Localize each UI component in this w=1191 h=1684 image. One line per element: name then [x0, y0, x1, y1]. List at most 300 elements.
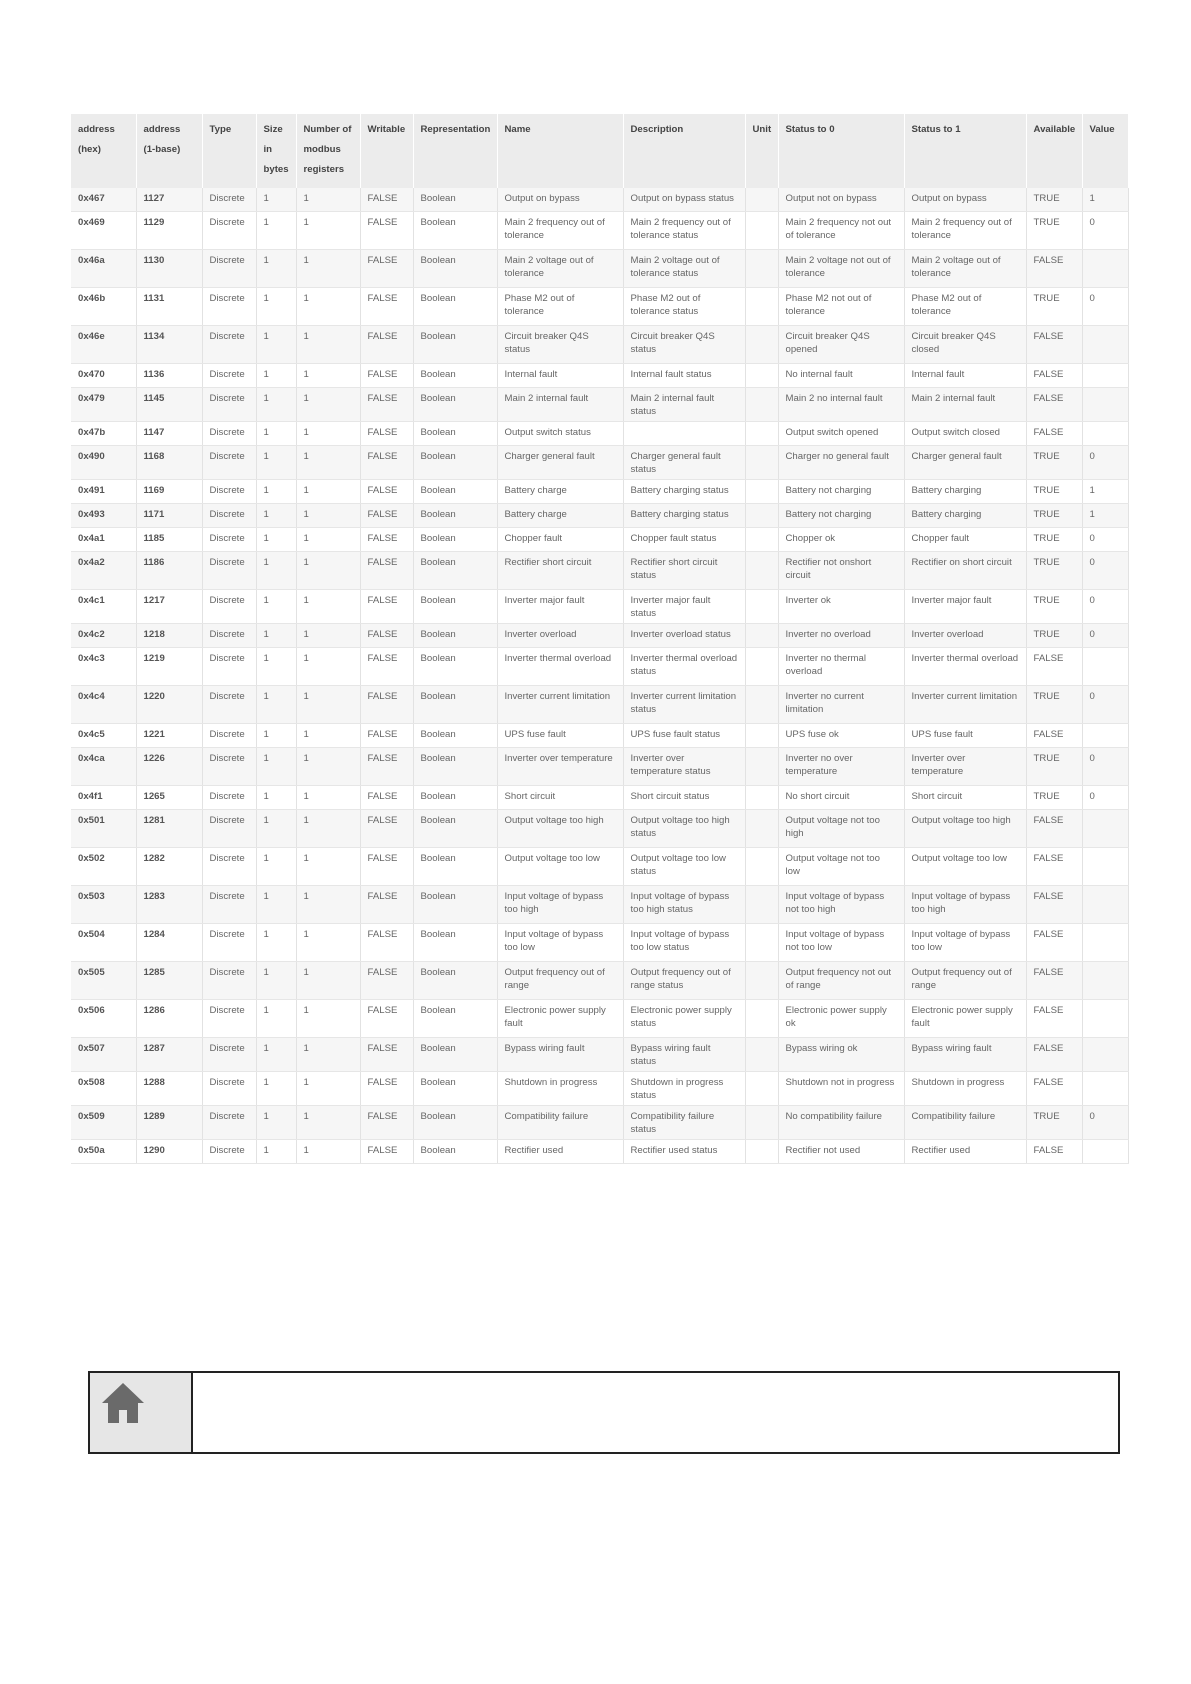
cell-representation: Boolean: [413, 504, 497, 528]
cell-available: TRUE: [1026, 480, 1082, 504]
cell-status-0: Output voltage not too low: [778, 848, 904, 886]
cell-type: Discrete: [202, 1000, 256, 1038]
cell-value: [1082, 810, 1128, 848]
cell-representation: Boolean: [413, 528, 497, 552]
cell-registers: 1: [296, 250, 360, 288]
cell-registers: 1: [296, 886, 360, 924]
cell-value: [1082, 1038, 1128, 1072]
cell-value: [1082, 724, 1128, 748]
cell-available: FALSE: [1026, 388, 1082, 422]
cell-registers: 1: [296, 624, 360, 648]
cell-representation: Boolean: [413, 924, 497, 962]
cell-size: 1: [256, 1038, 296, 1072]
cell-type: Discrete: [202, 364, 256, 388]
cell-unit: [745, 446, 778, 480]
cell-writable: FALSE: [360, 552, 413, 590]
cell-available: FALSE: [1026, 1000, 1082, 1038]
cell-writable: FALSE: [360, 212, 413, 250]
cell-writable: FALSE: [360, 748, 413, 786]
cell-status-0: UPS fuse ok: [778, 724, 904, 748]
cell-available: FALSE: [1026, 1140, 1082, 1164]
table-row: [71, 188, 1128, 212]
cell-address-1-base: 1285: [136, 962, 202, 1000]
table-row: [71, 480, 1128, 504]
cell-address-hex: 0x4f1: [71, 786, 136, 810]
cell-registers: 1: [296, 288, 360, 326]
cell-address-hex: 0x508: [71, 1072, 136, 1106]
cell-address-1-base: 1168: [136, 446, 202, 480]
cell-representation: Boolean: [413, 422, 497, 446]
cell-status-0: No short circuit: [778, 786, 904, 810]
cell-address-hex: 0x479: [71, 388, 136, 422]
table-row: [71, 528, 1128, 552]
cell-name: Rectifier short circuit: [497, 552, 623, 590]
cell-address-1-base: 1171: [136, 504, 202, 528]
cell-representation: Boolean: [413, 446, 497, 480]
cell-value: 0: [1082, 446, 1128, 480]
cell-representation: Boolean: [413, 686, 497, 724]
cell-address-hex: 0x467: [71, 188, 136, 212]
cell-address-hex: 0x506: [71, 1000, 136, 1038]
cell-value: [1082, 422, 1128, 446]
cell-name: Inverter major fault: [497, 590, 623, 624]
cell-type: Discrete: [202, 212, 256, 250]
cell-available: FALSE: [1026, 1038, 1082, 1072]
cell-unit: [745, 388, 778, 422]
cell-unit: [745, 364, 778, 388]
cell-writable: FALSE: [360, 1000, 413, 1038]
cell-registers: 1: [296, 422, 360, 446]
cell-status-0: Output frequency not out of range: [778, 962, 904, 1000]
cell-description: Circuit breaker Q4S status: [623, 326, 745, 364]
cell-type: Discrete: [202, 848, 256, 886]
col-header-available: Available: [1026, 114, 1082, 188]
cell-value: 1: [1082, 188, 1128, 212]
cell-writable: FALSE: [360, 326, 413, 364]
cell-address-1-base: 1265: [136, 786, 202, 810]
cell-description: Inverter overload status: [623, 624, 745, 648]
table-body: [71, 188, 1128, 1164]
cell-registers: 1: [296, 748, 360, 786]
col-header-size: Size in bytes: [256, 114, 296, 188]
cell-name: Compatibility failure: [497, 1106, 623, 1140]
cell-unit: [745, 528, 778, 552]
col-header-status-0: Status to 0: [778, 114, 904, 188]
table-row: [71, 848, 1128, 886]
table-row: [71, 1038, 1128, 1072]
cell-registers: 1: [296, 364, 360, 388]
cell-name: Battery charge: [497, 480, 623, 504]
cell-address-hex: 0x4a2: [71, 552, 136, 590]
table-row: [71, 590, 1128, 624]
cell-size: 1: [256, 848, 296, 886]
cell-address-hex: 0x509: [71, 1106, 136, 1140]
cell-name: Main 2 internal fault: [497, 388, 623, 422]
cell-writable: FALSE: [360, 1140, 413, 1164]
cell-available: FALSE: [1026, 422, 1082, 446]
cell-value: 0: [1082, 748, 1128, 786]
cell-address-hex: 0x501: [71, 810, 136, 848]
cell-status-1: Output on bypass: [904, 188, 1026, 212]
cell-status-1: Output switch closed: [904, 422, 1026, 446]
table-row: [71, 1106, 1128, 1140]
cell-size: 1: [256, 1106, 296, 1140]
table-row: [71, 446, 1128, 480]
footer-content-cell: [193, 1373, 1118, 1452]
cell-available: TRUE: [1026, 446, 1082, 480]
cell-status-1: Rectifier on short circuit: [904, 552, 1026, 590]
table-row: [71, 552, 1128, 590]
cell-unit: [745, 648, 778, 686]
cell-registers: 1: [296, 188, 360, 212]
table-row: [71, 724, 1128, 748]
cell-description: Inverter over temperature status: [623, 748, 745, 786]
cell-description: Inverter thermal overload status: [623, 648, 745, 686]
cell-status-0: Chopper ok: [778, 528, 904, 552]
col-header-unit: Unit: [745, 114, 778, 188]
cell-description: Output voltage too high status: [623, 810, 745, 848]
cell-registers: 1: [296, 1106, 360, 1140]
cell-status-0: Inverter no thermal overload: [778, 648, 904, 686]
cell-registers: 1: [296, 1000, 360, 1038]
cell-size: 1: [256, 1140, 296, 1164]
cell-description: Input voltage of bypass too high status: [623, 886, 745, 924]
table-row: [71, 748, 1128, 786]
cell-unit: [745, 1140, 778, 1164]
cell-address-1-base: 1145: [136, 388, 202, 422]
cell-status-1: Short circuit: [904, 786, 1026, 810]
cell-type: Discrete: [202, 422, 256, 446]
cell-status-0: Circuit breaker Q4S opened: [778, 326, 904, 364]
cell-description: Main 2 frequency out of tolerance status: [623, 212, 745, 250]
cell-address-hex: 0x4c2: [71, 624, 136, 648]
footer-box: [88, 1371, 1120, 1454]
cell-status-0: Electronic power supply ok: [778, 1000, 904, 1038]
cell-name: Input voltage of bypass too high: [497, 886, 623, 924]
cell-size: 1: [256, 212, 296, 250]
cell-address-hex: 0x4c3: [71, 648, 136, 686]
cell-status-1: Input voltage of bypass too high: [904, 886, 1026, 924]
cell-address-1-base: 1147: [136, 422, 202, 446]
cell-type: Discrete: [202, 786, 256, 810]
cell-writable: FALSE: [360, 786, 413, 810]
cell-address-hex: 0x493: [71, 504, 136, 528]
cell-type: Discrete: [202, 480, 256, 504]
cell-address-hex: 0x505: [71, 962, 136, 1000]
cell-type: Discrete: [202, 188, 256, 212]
cell-type: Discrete: [202, 552, 256, 590]
cell-address-1-base: 1290: [136, 1140, 202, 1164]
cell-status-1: Inverter major fault: [904, 590, 1026, 624]
cell-available: TRUE: [1026, 748, 1082, 786]
cell-name: Bypass wiring fault: [497, 1038, 623, 1072]
cell-size: 1: [256, 1000, 296, 1038]
cell-description: Main 2 voltage out of tolerance status: [623, 250, 745, 288]
cell-registers: 1: [296, 504, 360, 528]
cell-type: Discrete: [202, 1106, 256, 1140]
cell-size: 1: [256, 446, 296, 480]
cell-status-1: Battery charging: [904, 480, 1026, 504]
cell-size: 1: [256, 552, 296, 590]
cell-size: 1: [256, 962, 296, 1000]
cell-description: Bypass wiring fault status: [623, 1038, 745, 1072]
table-row: [71, 422, 1128, 446]
cell-status-1: Internal fault: [904, 364, 1026, 388]
cell-value: 1: [1082, 504, 1128, 528]
cell-address-hex: 0x504: [71, 924, 136, 962]
cell-address-1-base: 1129: [136, 212, 202, 250]
cell-writable: FALSE: [360, 810, 413, 848]
cell-status-1: Main 2 internal fault: [904, 388, 1026, 422]
cell-status-1: Output frequency out of range: [904, 962, 1026, 1000]
cell-name: Output switch status: [497, 422, 623, 446]
cell-writable: FALSE: [360, 422, 413, 446]
cell-type: Discrete: [202, 288, 256, 326]
cell-writable: FALSE: [360, 388, 413, 422]
cell-size: 1: [256, 250, 296, 288]
table-row: [71, 624, 1128, 648]
cell-value: 0: [1082, 686, 1128, 724]
cell-address-1-base: 1220: [136, 686, 202, 724]
cell-description: Electronic power supply status: [623, 1000, 745, 1038]
cell-name: Output voltage too low: [497, 848, 623, 886]
cell-name: Electronic power supply fault: [497, 1000, 623, 1038]
cell-name: Battery charge: [497, 504, 623, 528]
table-row: [71, 1072, 1128, 1106]
cell-representation: Boolean: [413, 786, 497, 810]
register-table: [71, 114, 1129, 1164]
cell-unit: [745, 552, 778, 590]
cell-status-1: Phase M2 out of tolerance: [904, 288, 1026, 326]
cell-unit: [745, 188, 778, 212]
cell-unit: [745, 724, 778, 748]
cell-address-hex: 0x46e: [71, 326, 136, 364]
cell-writable: FALSE: [360, 504, 413, 528]
cell-representation: Boolean: [413, 1038, 497, 1072]
cell-status-0: Phase M2 not out of tolerance: [778, 288, 904, 326]
cell-status-0: Battery not charging: [778, 480, 904, 504]
table-row: [71, 326, 1128, 364]
cell-writable: FALSE: [360, 480, 413, 504]
cell-address-1-base: 1281: [136, 810, 202, 848]
cell-address-hex: 0x470: [71, 364, 136, 388]
cell-status-1: Battery charging: [904, 504, 1026, 528]
cell-value: 0: [1082, 212, 1128, 250]
cell-writable: FALSE: [360, 624, 413, 648]
cell-registers: 1: [296, 446, 360, 480]
cell-size: 1: [256, 480, 296, 504]
col-header-status-1: Status to 1: [904, 114, 1026, 188]
cell-description: Inverter major fault status: [623, 590, 745, 624]
cell-description: Compatibility failure status: [623, 1106, 745, 1140]
cell-address-hex: 0x46a: [71, 250, 136, 288]
cell-address-hex: 0x47b: [71, 422, 136, 446]
cell-status-0: Inverter no over temperature: [778, 748, 904, 786]
cell-representation: Boolean: [413, 188, 497, 212]
table-row: [71, 886, 1128, 924]
cell-type: Discrete: [202, 962, 256, 1000]
col-header-address-1-base: address (1-base): [136, 114, 202, 188]
cell-size: 1: [256, 810, 296, 848]
cell-address-1-base: 1282: [136, 848, 202, 886]
cell-type: Discrete: [202, 590, 256, 624]
cell-description: Battery charging status: [623, 480, 745, 504]
cell-type: Discrete: [202, 886, 256, 924]
cell-name: Phase M2 out of tolerance: [497, 288, 623, 326]
table-row: [71, 288, 1128, 326]
cell-status-1: Output voltage too high: [904, 810, 1026, 848]
cell-value: 0: [1082, 786, 1128, 810]
col-header-address-hex: address (hex): [71, 114, 136, 188]
cell-registers: 1: [296, 212, 360, 250]
cell-description: UPS fuse fault status: [623, 724, 745, 748]
cell-status-1: Output voltage too low: [904, 848, 1026, 886]
table-header-row: [71, 114, 1128, 188]
cell-available: FALSE: [1026, 886, 1082, 924]
cell-registers: 1: [296, 388, 360, 422]
cell-writable: FALSE: [360, 1106, 413, 1140]
cell-type: Discrete: [202, 1140, 256, 1164]
cell-name: Inverter over temperature: [497, 748, 623, 786]
cell-writable: FALSE: [360, 1072, 413, 1106]
cell-registers: 1: [296, 1072, 360, 1106]
cell-available: FALSE: [1026, 648, 1082, 686]
cell-status-1: Main 2 voltage out of tolerance: [904, 250, 1026, 288]
col-header-description: Description: [623, 114, 745, 188]
col-header-registers: Number of modbus registers: [296, 114, 360, 188]
table-row: [71, 388, 1128, 422]
cell-status-0: Inverter no current limitation: [778, 686, 904, 724]
cell-status-0: Main 2 voltage not out of tolerance: [778, 250, 904, 288]
cell-unit: [745, 962, 778, 1000]
cell-status-1: Circuit breaker Q4S closed: [904, 326, 1026, 364]
cell-unit: [745, 924, 778, 962]
cell-type: Discrete: [202, 748, 256, 786]
cell-description: Output on bypass status: [623, 188, 745, 212]
cell-description: Rectifier used status: [623, 1140, 745, 1164]
cell-available: TRUE: [1026, 1106, 1082, 1140]
cell-size: 1: [256, 886, 296, 924]
cell-representation: Boolean: [413, 1140, 497, 1164]
cell-size: 1: [256, 686, 296, 724]
cell-address-1-base: 1286: [136, 1000, 202, 1038]
cell-status-0: Output not on bypass: [778, 188, 904, 212]
cell-writable: FALSE: [360, 924, 413, 962]
cell-name: Short circuit: [497, 786, 623, 810]
cell-description: Charger general fault status: [623, 446, 745, 480]
cell-value: 0: [1082, 528, 1128, 552]
table-row: [71, 648, 1128, 686]
cell-status-1: Inverter over temperature: [904, 748, 1026, 786]
cell-available: FALSE: [1026, 924, 1082, 962]
cell-writable: FALSE: [360, 590, 413, 624]
cell-available: FALSE: [1026, 250, 1082, 288]
cell-representation: Boolean: [413, 648, 497, 686]
cell-size: 1: [256, 648, 296, 686]
cell-value: 0: [1082, 624, 1128, 648]
cell-available: TRUE: [1026, 686, 1082, 724]
cell-value: [1082, 1140, 1128, 1164]
cell-registers: 1: [296, 648, 360, 686]
cell-status-0: Charger no general fault: [778, 446, 904, 480]
cell-available: FALSE: [1026, 364, 1082, 388]
cell-value: [1082, 388, 1128, 422]
cell-address-hex: 0x502: [71, 848, 136, 886]
cell-type: Discrete: [202, 686, 256, 724]
cell-type: Discrete: [202, 250, 256, 288]
cell-unit: [745, 686, 778, 724]
cell-registers: 1: [296, 686, 360, 724]
cell-value: 0: [1082, 1106, 1128, 1140]
cell-name: Output on bypass: [497, 188, 623, 212]
cell-type: Discrete: [202, 1072, 256, 1106]
cell-value: 0: [1082, 288, 1128, 326]
cell-unit: [745, 1106, 778, 1140]
cell-representation: Boolean: [413, 212, 497, 250]
cell-registers: 1: [296, 724, 360, 748]
cell-address-1-base: 1218: [136, 624, 202, 648]
cell-name: Main 2 frequency out of tolerance: [497, 212, 623, 250]
cell-address-hex: 0x4c4: [71, 686, 136, 724]
cell-available: TRUE: [1026, 212, 1082, 250]
cell-available: TRUE: [1026, 590, 1082, 624]
cell-type: Discrete: [202, 528, 256, 552]
cell-writable: FALSE: [360, 250, 413, 288]
cell-name: Input voltage of bypass too low: [497, 924, 623, 962]
cell-status-1: Shutdown in progress: [904, 1072, 1026, 1106]
cell-address-hex: 0x4ca: [71, 748, 136, 786]
cell-available: TRUE: [1026, 786, 1082, 810]
cell-name: UPS fuse fault: [497, 724, 623, 748]
cell-available: TRUE: [1026, 288, 1082, 326]
cell-writable: FALSE: [360, 446, 413, 480]
cell-address-hex: 0x4c5: [71, 724, 136, 748]
cell-address-1-base: 1287: [136, 1038, 202, 1072]
cell-type: Discrete: [202, 724, 256, 748]
cell-writable: FALSE: [360, 188, 413, 212]
cell-unit: [745, 480, 778, 504]
cell-value: [1082, 1000, 1128, 1038]
cell-value: [1082, 250, 1128, 288]
cell-size: 1: [256, 528, 296, 552]
cell-available: TRUE: [1026, 188, 1082, 212]
cell-name: Inverter overload: [497, 624, 623, 648]
cell-unit: [745, 886, 778, 924]
cell-address-hex: 0x490: [71, 446, 136, 480]
cell-unit: [745, 810, 778, 848]
table-row: [71, 686, 1128, 724]
cell-status-0: Inverter no overload: [778, 624, 904, 648]
cell-writable: FALSE: [360, 962, 413, 1000]
cell-name: Inverter current limitation: [497, 686, 623, 724]
cell-address-1-base: 1136: [136, 364, 202, 388]
cell-size: 1: [256, 924, 296, 962]
cell-unit: [745, 1038, 778, 1072]
cell-value: 0: [1082, 590, 1128, 624]
col-header-writable: Writable: [360, 114, 413, 188]
cell-status-0: Bypass wiring ok: [778, 1038, 904, 1072]
cell-address-1-base: 1226: [136, 748, 202, 786]
cell-available: FALSE: [1026, 724, 1082, 748]
cell-size: 1: [256, 188, 296, 212]
cell-name: Charger general fault: [497, 446, 623, 480]
cell-address-hex: 0x507: [71, 1038, 136, 1072]
cell-value: [1082, 364, 1128, 388]
cell-representation: Boolean: [413, 748, 497, 786]
cell-registers: 1: [296, 1038, 360, 1072]
cell-size: 1: [256, 748, 296, 786]
cell-address-hex: 0x46b: [71, 288, 136, 326]
